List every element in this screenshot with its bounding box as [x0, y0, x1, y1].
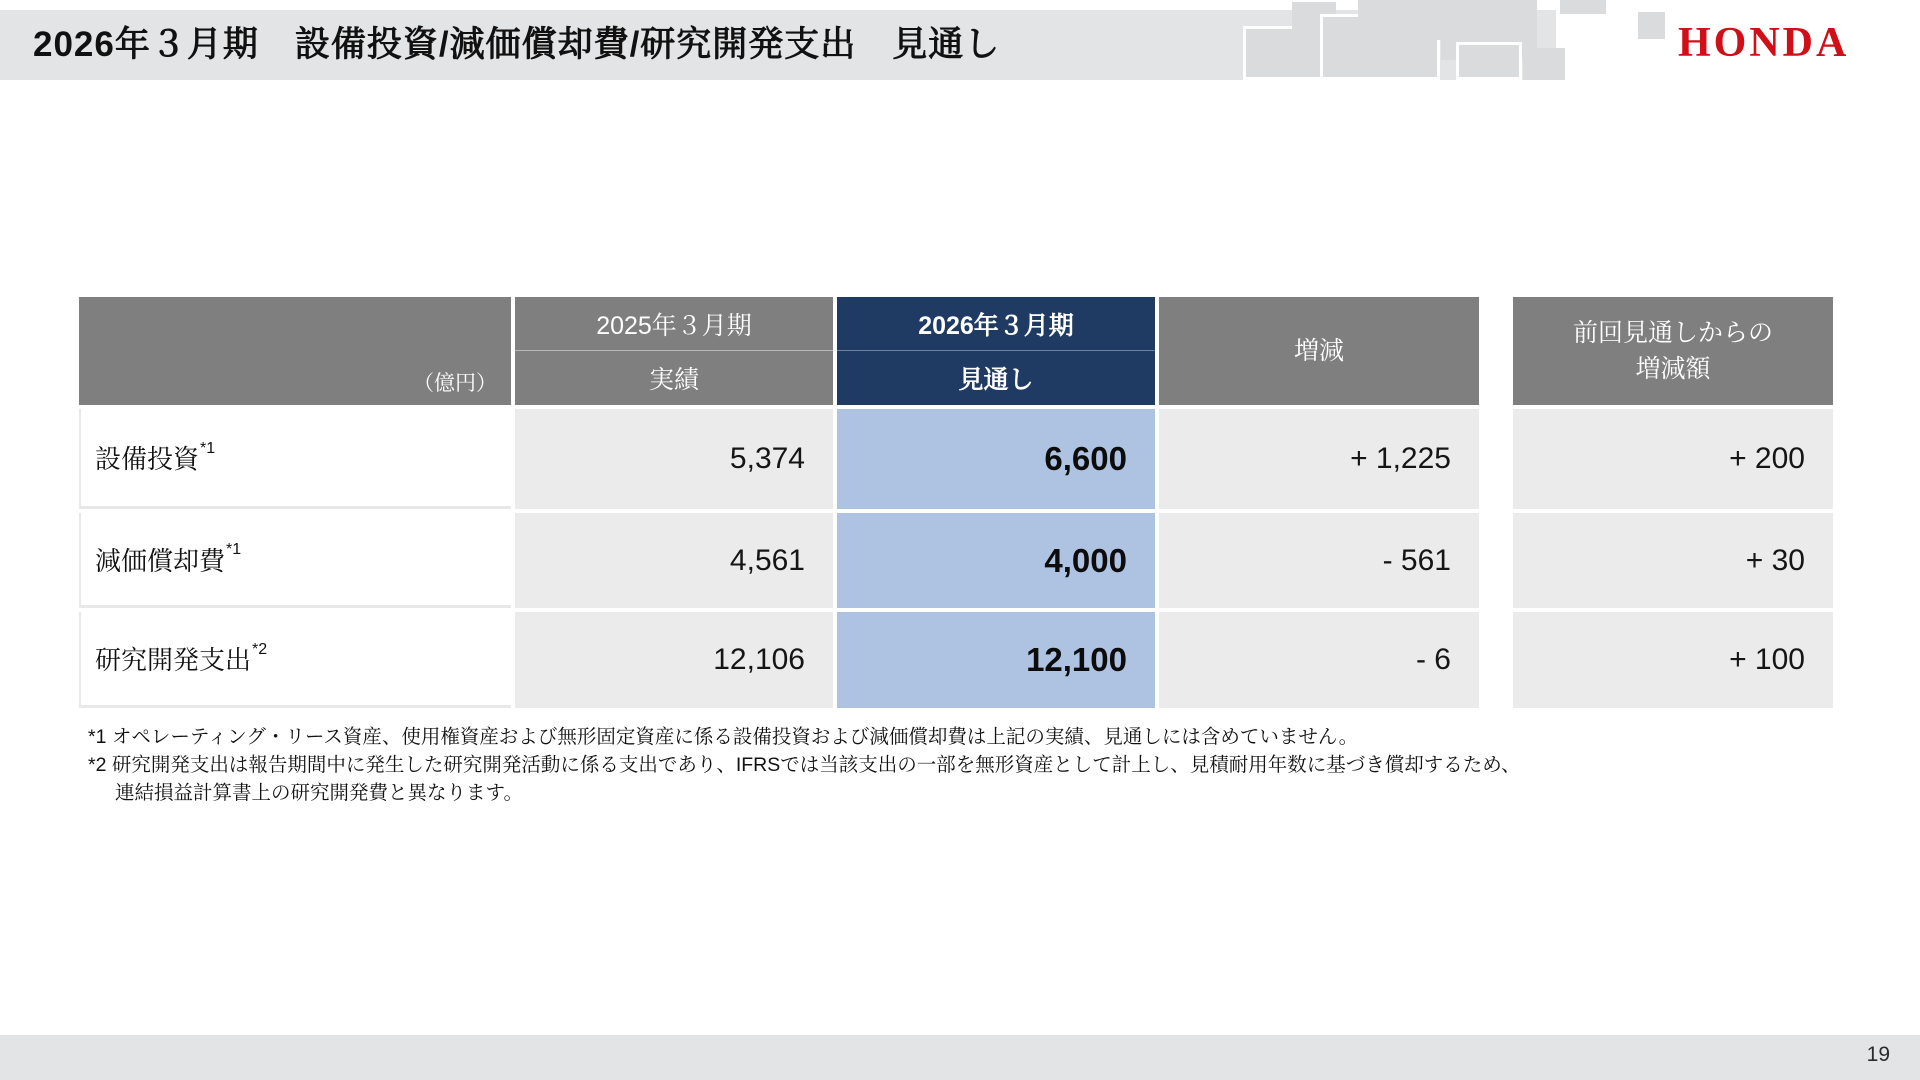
column-header-current-sub: 見通し	[958, 366, 1034, 394]
column-header-change-from-previous-line1: 前回見通しからの	[1572, 318, 1773, 347]
footnote-2-line2: 連結損益計算書上の研究開発費と異なります。	[115, 782, 523, 804]
column-spacer	[1483, 297, 1509, 405]
mosaic-square	[1560, 0, 1606, 14]
column-header-prior-period: 2025年３月期	[515, 297, 833, 351]
honda-logo: HONDA	[1678, 20, 1850, 66]
page-number: 19	[1866, 1043, 1890, 1066]
column-spacer	[1483, 409, 1509, 509]
mosaic-square	[1358, 0, 1444, 40]
note-ref: *1	[200, 439, 216, 457]
footnote-1: *1 オペレーティング・リース資産、使用権資産および無形固定資産に係る設備投資および減価償却費は上記の実績、見通しには含めていません。	[88, 726, 1359, 748]
capex-actual: 5,374	[515, 409, 833, 509]
table-corner-cell	[79, 297, 511, 405]
rd-forecast: 12,100	[837, 612, 1155, 708]
row-label-text: 減価償却費	[95, 545, 226, 576]
mosaic-square	[1638, 12, 1665, 39]
column-header-prior	[515, 297, 833, 405]
footer-bar	[0, 1035, 1920, 1080]
capex-change: + 1,225	[1159, 409, 1479, 509]
note-ref: *2	[252, 640, 268, 658]
mosaic-square	[1456, 42, 1522, 80]
row-label-text: 研究開発支出	[95, 645, 252, 675]
capex-change-from-previous: + 200	[1513, 409, 1833, 509]
row-label-rd	[79, 612, 511, 708]
row-label-capex	[79, 409, 511, 509]
page-title: 2026年３月期 設備投資/減価償却費/研究開発支出 見通し	[33, 25, 1001, 64]
mosaic-square	[1523, 48, 1565, 80]
unit-label: （億円）	[413, 372, 497, 395]
column-spacer	[1483, 513, 1509, 608]
rd-change: - 6	[1159, 612, 1479, 708]
row-label-text: 設備投資	[95, 444, 200, 474]
depreciation-change-from-previous: + 30	[1513, 513, 1833, 608]
column-header-change-from-previous-line2: 増減額	[1635, 355, 1711, 383]
rd-actual: 12,106	[515, 612, 833, 708]
row-label-depreciation	[79, 513, 511, 608]
depreciation-actual: 4,561	[515, 513, 833, 608]
forecast-table	[79, 297, 1833, 708]
column-spacer	[1483, 612, 1509, 708]
column-header-current	[837, 297, 1155, 405]
column-header-current-period: 2026年３月期	[837, 297, 1155, 351]
depreciation-forecast: 4,000	[837, 513, 1155, 608]
footnote-2-line1: *2 研究開発支出は報告期間中に発生した研究開発活動に係る支出であり、IFRSでは当該支出の一部を無形資産として計上し、見積耐用年数に基づき償却するため、	[88, 754, 1521, 776]
column-header-change-from-previous	[1513, 297, 1833, 405]
capex-forecast: 6,600	[837, 409, 1155, 509]
note-ref: *1	[226, 541, 242, 558]
column-header-change: 増減	[1159, 297, 1479, 405]
depreciation-change: - 561	[1159, 513, 1479, 608]
rd-change-from-previous: + 100	[1513, 612, 1833, 708]
footnotes	[88, 723, 1521, 807]
column-header-prior-sub: 実績	[648, 366, 699, 394]
